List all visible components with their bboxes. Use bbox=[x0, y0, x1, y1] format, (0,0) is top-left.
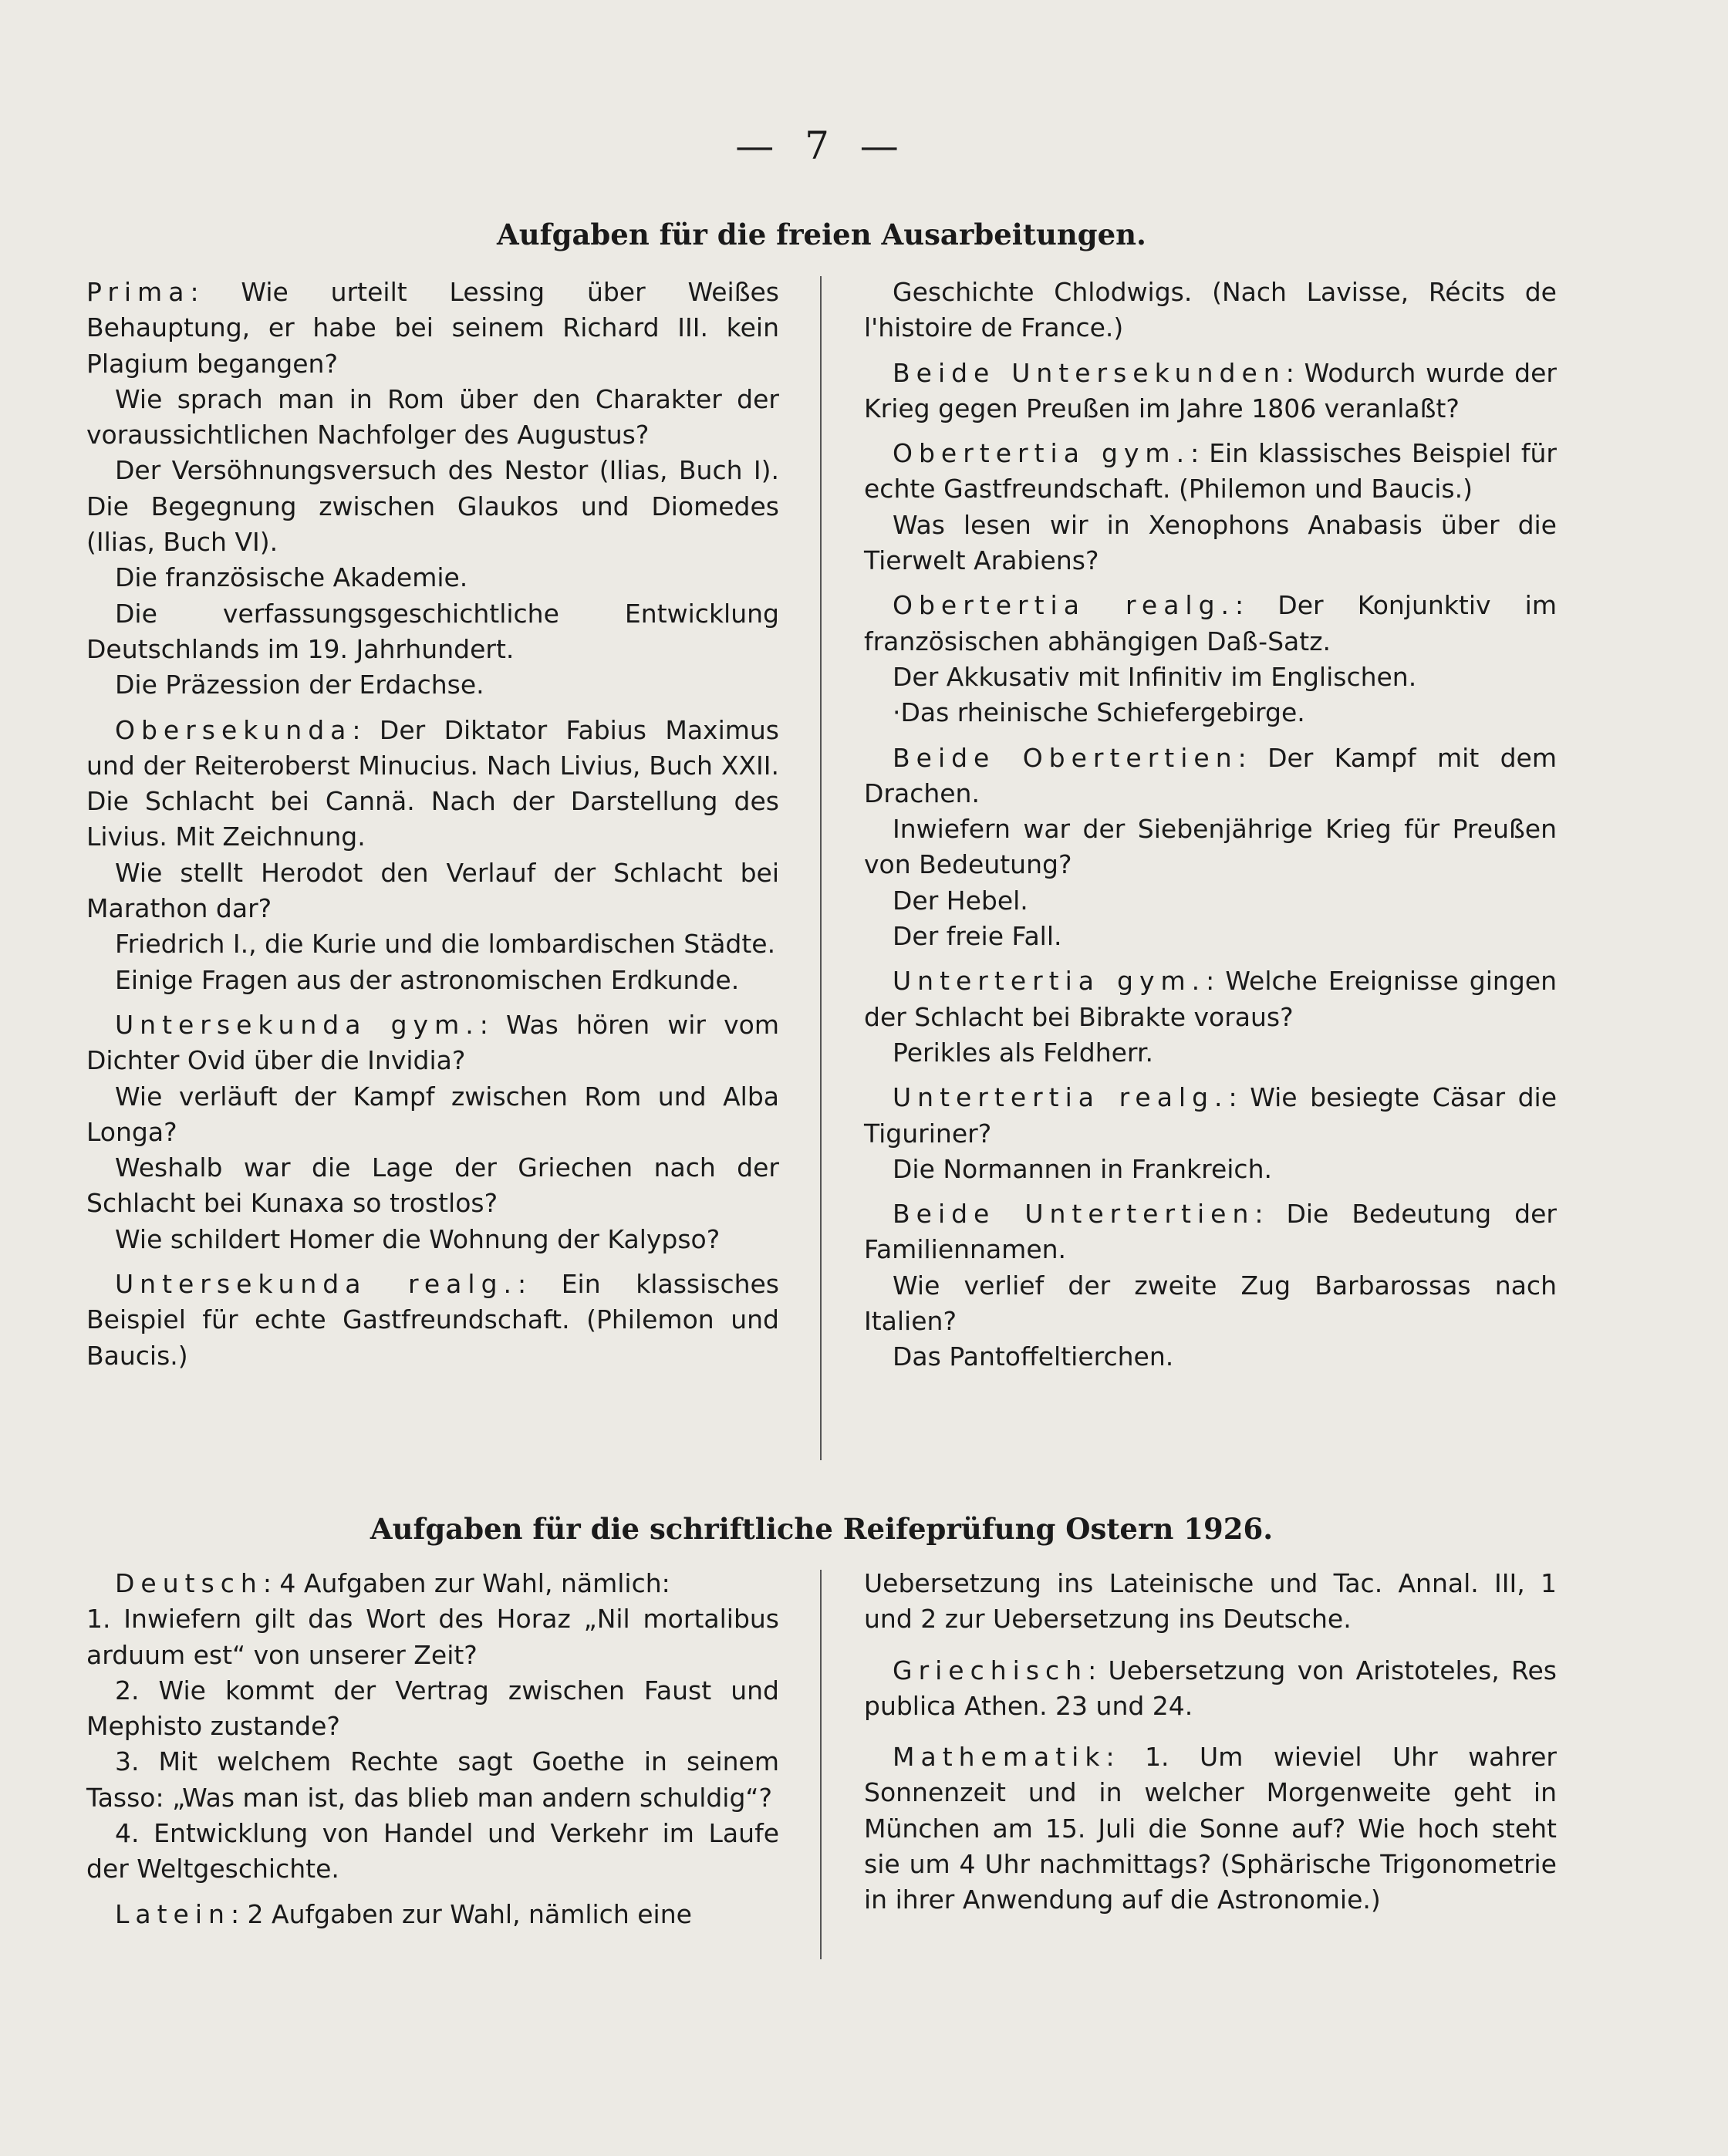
entry-obersekunda: Obersekunda: Der Diktator Fabius Maximus und der Reiteroberst Minucius. Nach Livius, Buch XXII. Die Schlacht bei Cannä. Nach der Darstellung des Livius. Mit Zeichnung. bbox=[86, 714, 779, 852]
entry-text: Das Pantoffeltierchen. bbox=[893, 1341, 1174, 1372]
entry-mathematik: Mathematik: 1. Um wieviel Uhr wahrer Sonnenzeit und in welcher Morgenweite geht in München am 15. Juli die Sonne auf? Wie hoch steht sie um 4 Uhr nachmittags? (Sphärische Trigonometrie in ihrer Anwendung auf die Astronomie.) bbox=[864, 1742, 1557, 1915]
entry-obertertia-realg: Obertertia realg.: Der Konjunktiv im französischen abhängigen Daß-Satz. bbox=[864, 590, 1557, 656]
entry-text: Wie verlief der zweite Zug Barbarossas nach Italien? bbox=[864, 1270, 1557, 1337]
entry-text: Die Präzession der Erdachse. bbox=[115, 670, 484, 700]
label-untertertia-realg: Untertertia realg. bbox=[893, 1082, 1229, 1113]
entry-text: Geschichte Chlodwigs. (Nach Lavisse, Récits de l'histoire de France.) bbox=[864, 277, 1557, 343]
entry-latein: Latein: 2 Aufgaben zur Wahl, nämlich eine bbox=[115, 1898, 692, 1929]
label-untersekunda-gym: Untersekunda gym. bbox=[115, 1009, 480, 1040]
entry-untersekunda-gym: Untersekunda gym.: Was hören wir vom Dichter Ovid über die Invidia? bbox=[86, 1009, 779, 1076]
entry-beide-obertertien: Beide Obertertien: Der Kampf mit dem Drachen. bbox=[864, 742, 1557, 808]
label-prima: Prima bbox=[86, 277, 191, 307]
label-obersekunda: Obersekunda bbox=[115, 714, 353, 745]
label-untertertia-gym: Untertertia gym. bbox=[893, 966, 1207, 997]
entry-text: Die Normannen in Frankreich. bbox=[893, 1153, 1272, 1184]
entry-text: 1. Inwiefern gilt das Wort des Horaz „Nil mortalibus arduum est“ von unserer Zeit? bbox=[86, 1604, 779, 1670]
entry-text: Was lesen wir in Xenophons Anabasis über die Tierwelt Arabiens? bbox=[864, 509, 1557, 576]
label-beide-untersekunden: Beide Untersekunden bbox=[893, 357, 1286, 388]
section2-right-column bbox=[864, 1566, 1557, 1918]
entry-untersekunda-realg: Untersekunda realg.: Ein klassisches Beispiel für echte Gastfreundschaft. (Philemon und Baucis.) bbox=[86, 1269, 779, 1371]
entry-text: Der Versöhnungsversuch des Nestor (Ilias, Buch I). Die Begegnung zwischen Glaukos und Diomedes (Ilias, Buch VI). bbox=[86, 455, 779, 558]
label-deutsch: Deutsch bbox=[115, 1568, 263, 1598]
entry-text: Die französische Akademie. bbox=[115, 562, 468, 593]
section1-right-column bbox=[864, 275, 1557, 1375]
entry-text: Der freie Fall. bbox=[893, 921, 1062, 952]
entry-obertertia-gym: Obertertia gym.: Ein klassisches Beispiel für echte Gastfreundschaft. (Philemon und Baucis.) bbox=[864, 438, 1557, 504]
section2-title: Aufgaben für die schriftliche Reifeprüfung Ostern 1926. bbox=[370, 1512, 1274, 1546]
entry-beide-untertertien: Beide Untertertien: Die Bedeutung der Familiennamen. bbox=[864, 1199, 1557, 1265]
column-divider bbox=[820, 1570, 822, 1959]
column-divider bbox=[820, 276, 822, 1460]
label-obertertia-gym: Obertertia gym. bbox=[893, 438, 1191, 469]
entry-text: Einige Fragen aus der astronomischen Erdkunde. bbox=[115, 964, 740, 995]
entry-text: Uebersetzung ins Lateinische und Tac. Annal. III, 1 und 2 zur Uebersetzung ins Deutsche. bbox=[864, 1568, 1557, 1635]
entry-text: 2. Wie kommt der Vertrag zwischen Faust und Mephisto zustande? bbox=[86, 1675, 779, 1742]
entry-text: Inwiefern war der Siebenjährige Krieg für Preußen von Bedeutung? bbox=[864, 814, 1557, 880]
entry-untertertia-gym: Untertertia gym.: Welche Ereignisse gingen der Schlacht bei Bibrakte voraus? bbox=[864, 966, 1557, 1032]
entry-prima: Prima: Wie urteilt Lessing über Weißes Behauptung, er habe bei seinem Richard III. kein Plagium begangen? bbox=[86, 277, 779, 379]
entry-text: Perikles als Feldherr. bbox=[893, 1037, 1153, 1068]
label-griechisch: Griechisch bbox=[893, 1655, 1088, 1685]
entry-beide-untersekunden: Beide Untersekunden: Wodurch wurde der Krieg gegen Preußen im Jahre 1806 veranlaßt? bbox=[864, 357, 1557, 423]
entry-text: Der Hebel. bbox=[893, 885, 1028, 916]
section2-left-column bbox=[86, 1566, 779, 1932]
page-number: — 7 — bbox=[735, 123, 908, 168]
section1-left-column bbox=[86, 275, 779, 1374]
entry-griechisch: Griechisch: Uebersetzung von Aristoteles, Res publica Athen. 23 und 24. bbox=[864, 1655, 1557, 1721]
label-untersekunda-realg: Untersekunda realg. bbox=[115, 1269, 518, 1300]
entry-text: Wie schildert Homer die Wohnung der Kalypso? bbox=[115, 1223, 721, 1254]
entry-text: Der Akkusativ mit Infinitiv im Englischen. bbox=[893, 661, 1417, 692]
label-latein: Latein bbox=[115, 1898, 231, 1929]
entry-text: Wie verläuft der Kampf zwischen Rom und Alba Longa? bbox=[86, 1081, 779, 1147]
entry-deutsch: Deutsch: 4 Aufgaben zur Wahl, nämlich: bbox=[115, 1568, 670, 1598]
entry-text: Wie sprach man in Rom über den Charakter der voraussichtlichen Nachfolger des Augustus? bbox=[86, 383, 779, 450]
entry-text: Friedrich I., die Kurie und die lombardischen Städte. bbox=[115, 929, 776, 960]
section1-title: Aufgaben für die freien Ausarbeitungen. bbox=[497, 218, 1146, 251]
entry-text: Wie stellt Herodot den Verlauf der Schlacht bei Marathon dar? bbox=[86, 857, 779, 924]
entry-text: Weshalb war die Lage der Griechen nach der Schlacht bei Kunaxa so trostlos? bbox=[86, 1152, 779, 1219]
label-beide-obertertien: Beide Obertertien bbox=[893, 742, 1238, 773]
label-mathematik: Mathematik bbox=[893, 1742, 1106, 1773]
entry-text: Die verfassungsgeschichtliche Entwicklung Deutschlands im 19. Jahrhundert. bbox=[86, 598, 779, 664]
entry-untertertia-realg: Untertertia realg.: Wie besiegte Cäsar die Tiguriner? bbox=[864, 1082, 1557, 1149]
entry-text: 4. Entwicklung von Handel und Verkehr im Laufe der Weltgeschichte. bbox=[86, 1818, 779, 1884]
label-beide-untertertien: Beide Untertertien bbox=[893, 1199, 1255, 1230]
entry-text: 3. Mit welchem Rechte sagt Goethe in seinem Tasso: „Was man ist, das blieb man andern schuldig“? bbox=[86, 1746, 779, 1813]
label-obertertia-realg: Obertertia realg. bbox=[893, 590, 1236, 621]
entry-text: ·Das rheinische Schiefergebirge. bbox=[893, 697, 1305, 728]
